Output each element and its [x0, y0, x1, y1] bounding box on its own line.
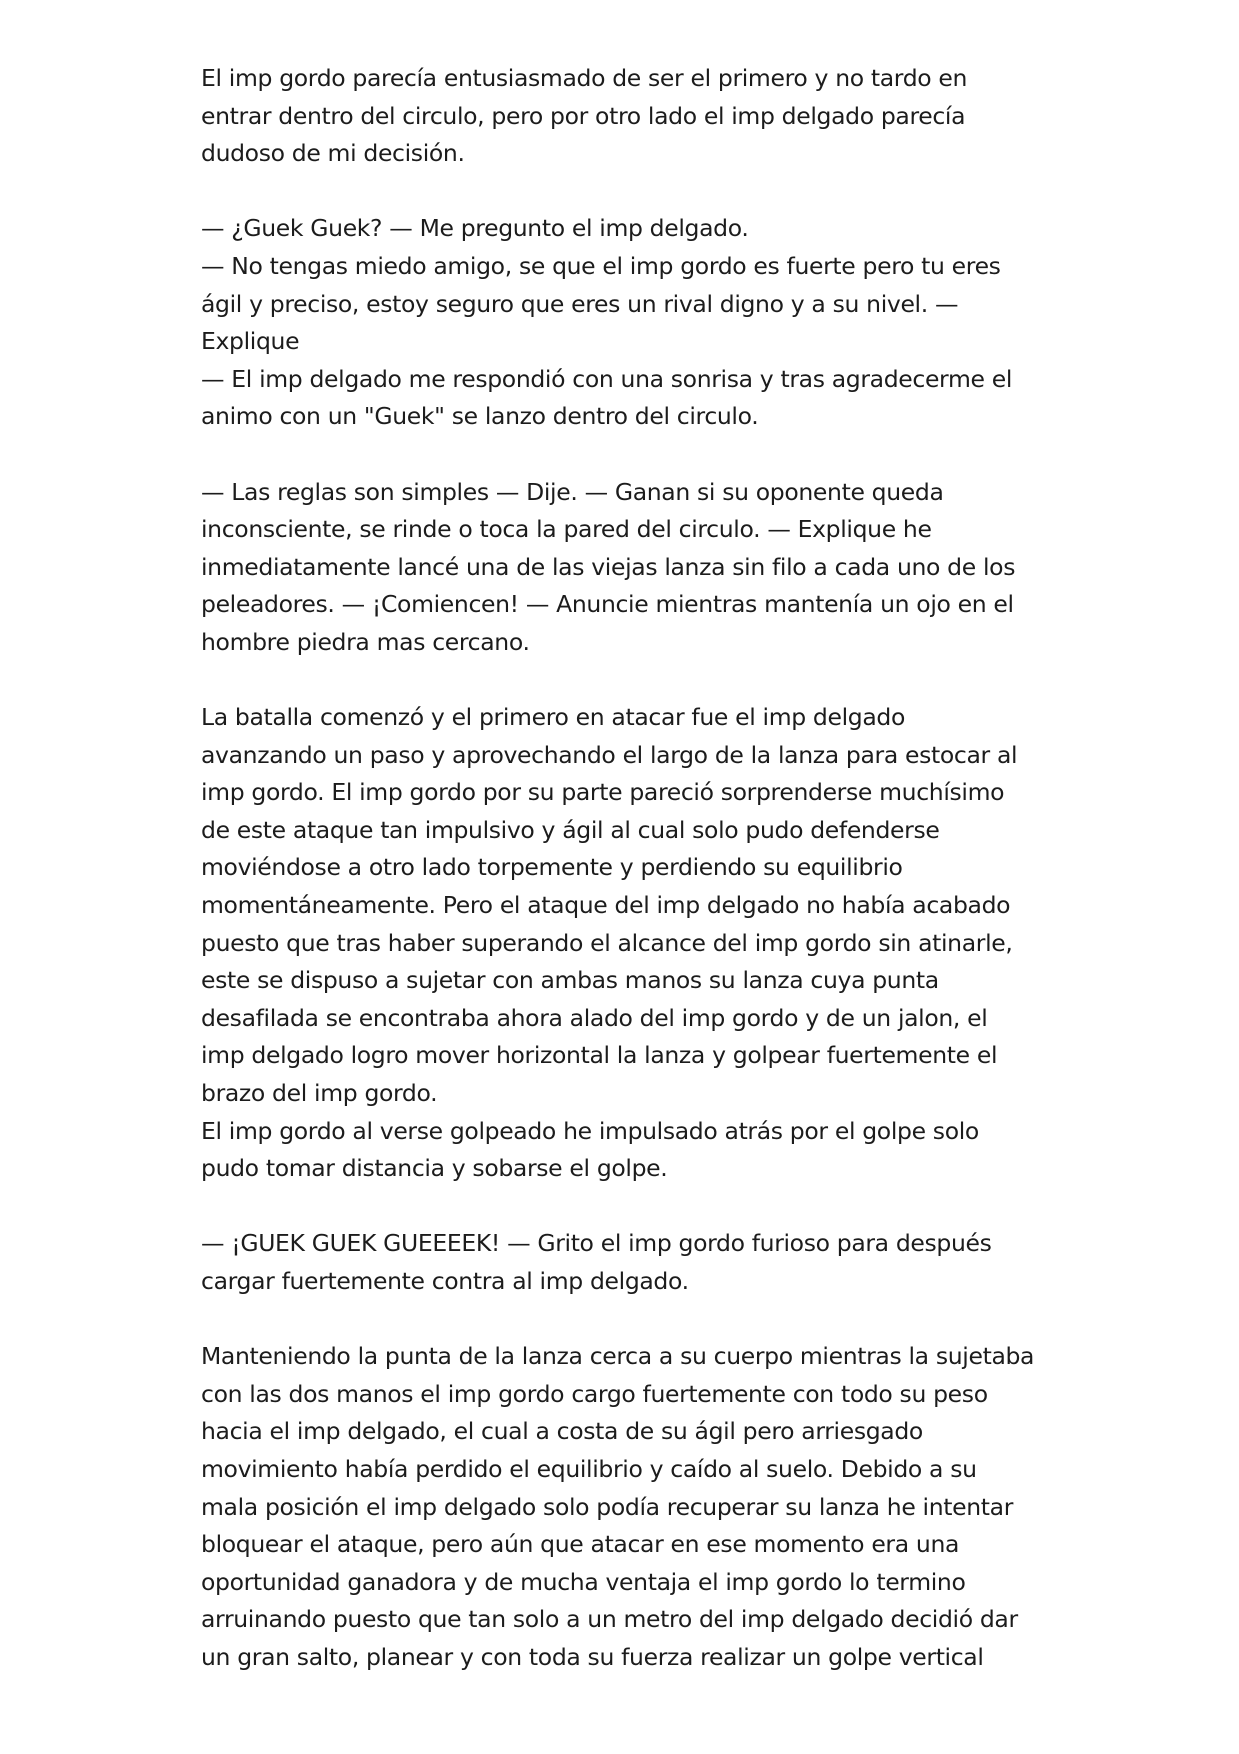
text-line: entrar dentro del circulo, pero por otro lado el imp delgado parecía: [201, 101, 966, 130]
text-line: El imp gordo al verse golpeado he impulsado atrás por el golpe solo: [201, 1116, 979, 1145]
paragraph-spacer: [201, 1188, 1061, 1226]
paragraph: [201, 699, 1061, 1188]
text-line: Manteniendo la punta de la lanza cerca a su cuerpo mientras la sujetaba: [201, 1342, 1035, 1371]
text-line: — No tengas miedo amigo, se que el imp gordo es fuerte pero tu eres: [201, 251, 1001, 280]
text-line: desafilada se encontraba ahora alado del imp gordo y de un jalon, el: [201, 1003, 988, 1032]
text-line: de este ataque tan impulsivo y ágil al cual solo pudo defenderse: [201, 815, 940, 844]
text-line: este se dispuso a sujetar con ambas manos su lanza cuya punta: [201, 966, 939, 995]
text-line: momentáneamente. Pero el ataque del imp delgado no había acabado: [201, 891, 1011, 920]
text-line: arruinando puesto que tan solo a un metro del imp delgado decidió dar: [201, 1605, 1018, 1634]
text-line: animo con un "Guek" se lanzo dentro del circulo.: [201, 402, 759, 431]
text-line: puesto que tras haber superando el alcance del imp gordo sin atinarle,: [201, 928, 1013, 957]
document-page: [201, 60, 1061, 1677]
text-line: La batalla comenzó y el primero en atacar fue el imp delgado: [201, 703, 906, 732]
text-line: imp gordo. El imp gordo por su parte pareció sorprenderse muchísimo: [201, 778, 1005, 807]
text-line: oportunidad ganadora y de mucha ventaja el imp gordo lo termino: [201, 1567, 966, 1596]
text-line: peleadores. — ¡Comiencen! — Anuncie mientras mantenía un ojo en el: [201, 590, 1014, 619]
text-line: mala posición el imp delgado solo podía recuperar su lanza he intentar: [201, 1492, 1014, 1521]
paragraph: [201, 474, 1061, 662]
text-line: moviéndose a otro lado torpemente y perdiendo su equilibrio: [201, 853, 903, 882]
text-line: Explique: [201, 327, 300, 356]
text-line: con las dos manos el imp gordo cargo fuertemente con todo su peso: [201, 1379, 988, 1408]
paragraph: [201, 1338, 1061, 1676]
paragraph: [201, 210, 1061, 436]
paragraph-spacer: [201, 662, 1061, 700]
text-line: bloquear el ataque, pero aún que atacar en ese momento era una: [201, 1530, 960, 1559]
text-line: brazo del imp gordo.: [201, 1079, 438, 1108]
paragraph-spacer: [201, 173, 1061, 211]
text-line: — Las reglas son simples — Dije. — Ganan si su oponente queda: [201, 477, 944, 506]
paragraph: [201, 1225, 1061, 1300]
text-line: avanzando un paso y aprovechando el largo de la lanza para estocar al: [201, 740, 1018, 769]
paragraph-spacer: [201, 1301, 1061, 1339]
text-line: ágil y preciso, estoy seguro que eres un rival digno y a su nivel. —: [201, 289, 959, 318]
text-line: — ¡GUEK GUEK GUEEEEK! — Grito el imp gordo furioso para después: [201, 1229, 992, 1258]
text-line: inmediatamente lancé una de las viejas lanza sin filo a cada uno de los: [201, 552, 1016, 581]
text-line: imp delgado logro mover horizontal la lanza y golpear fuertemente el: [201, 1041, 998, 1070]
text-line: — ¿Guek Guek? — Me pregunto el imp delgado.: [201, 214, 749, 243]
text-line: dudoso de mi decisión.: [201, 139, 465, 168]
text-line: hombre piedra mas cercano.: [201, 627, 530, 656]
text-line: hacia el imp delgado, el cual a costa de su ágil pero arriesgado: [201, 1417, 923, 1446]
paragraph-spacer: [201, 436, 1061, 474]
text-line: cargar fuertemente contra al imp delgado.: [201, 1267, 689, 1295]
text-line: El imp gordo parecía entusiasmado de ser el primero y no tardo en: [201, 64, 968, 92]
text-line: pudo tomar distancia y sobarse el golpe.: [201, 1154, 668, 1183]
text-line: inconsciente, se rinde o toca la pared del circulo. — Explique he: [201, 515, 932, 544]
text-line: — El imp delgado me respondió con una sonrisa y tras agradecerme el: [201, 364, 1013, 393]
text-line: un gran salto, planear y con toda su fuerza realizar un golpe vertical: [201, 1642, 984, 1671]
paragraph: [201, 60, 1061, 173]
text-line: movimiento había perdido el equilibrio y caído al suelo. Debido a su: [201, 1454, 977, 1483]
